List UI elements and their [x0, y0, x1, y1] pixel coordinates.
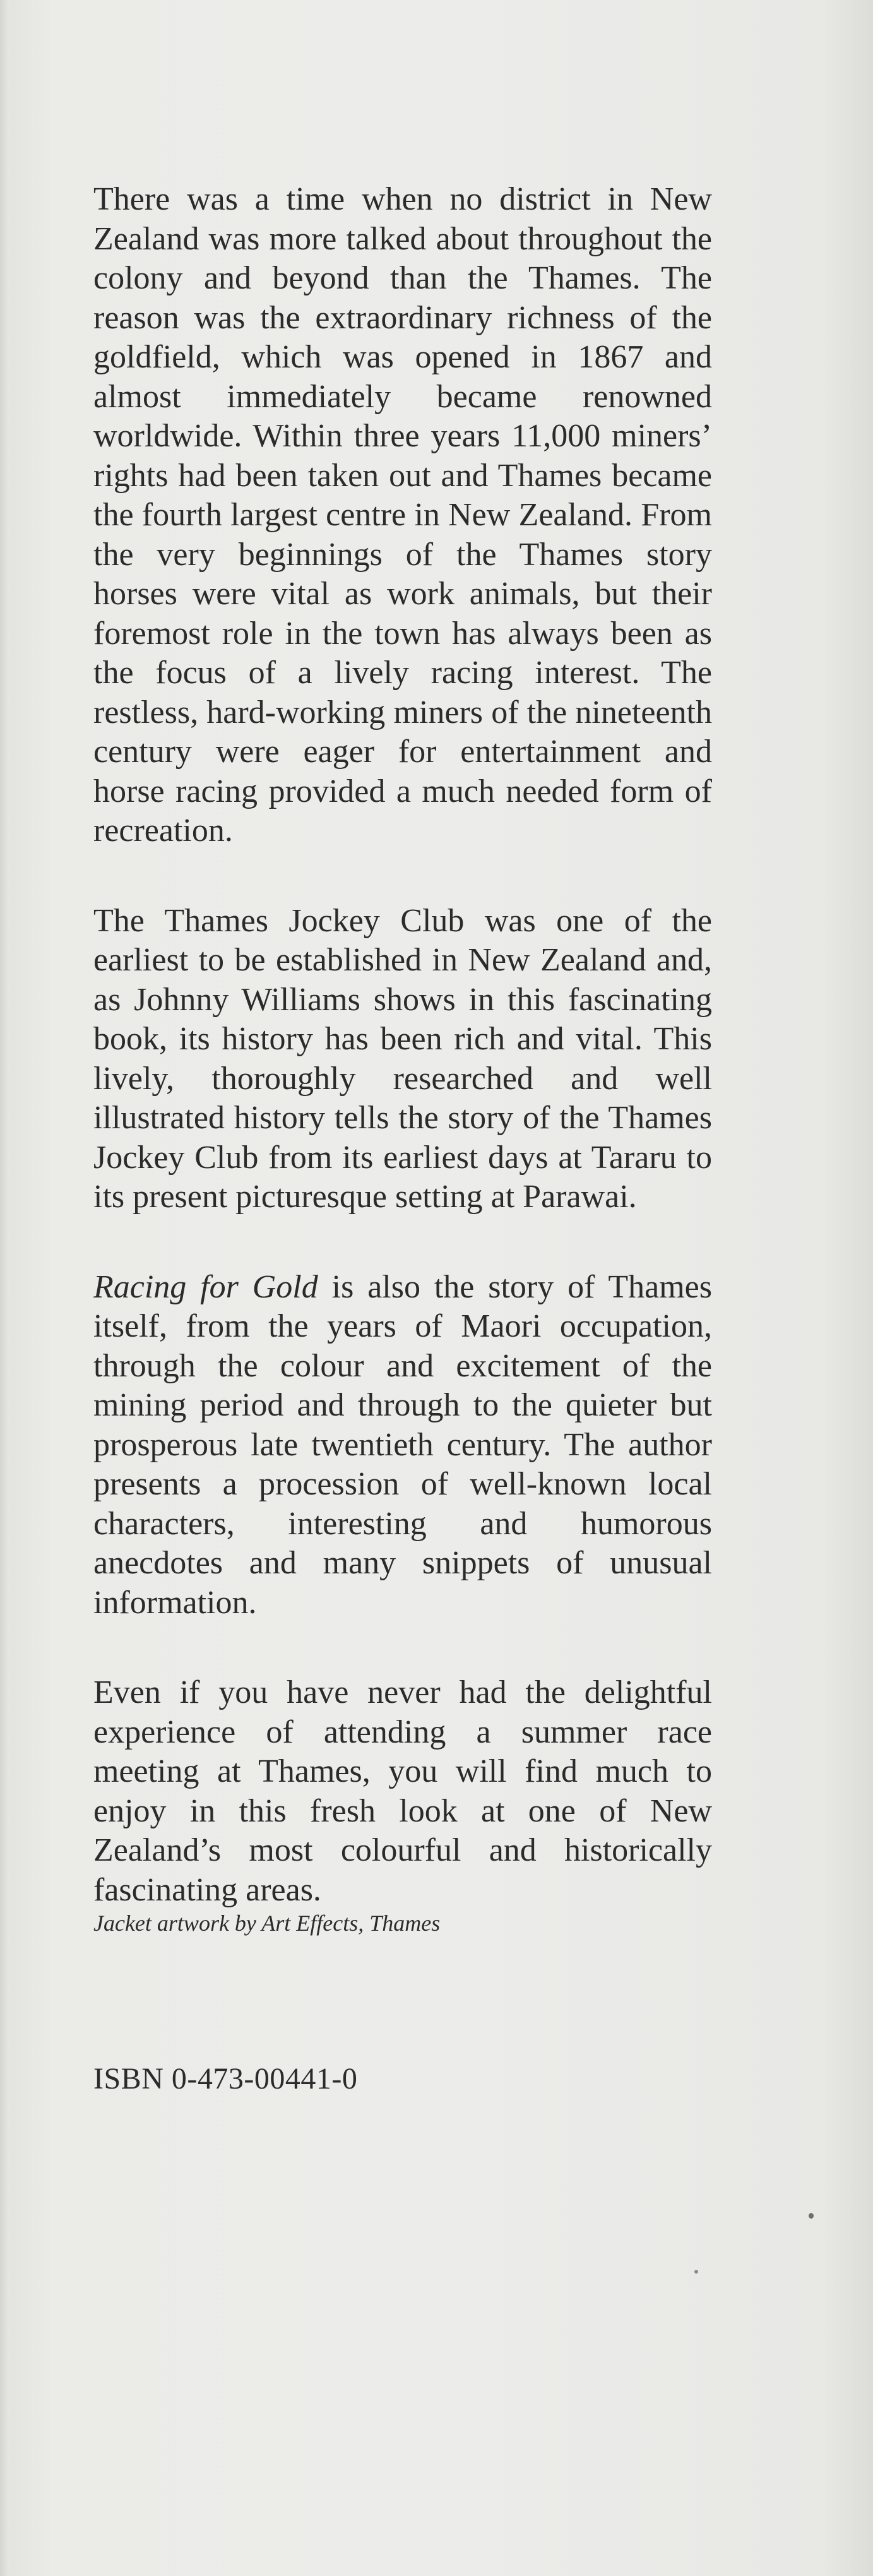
blurb-paragraph-2: The Thames Jockey Club was one of the earliest to be established in New Zealand and, as Johnny Williams shows in this fascinating book, its history has been rich and vital. This lively, thoroughly researched and well illustrated history tells the story of the Thames Jockey Club from its earliest days at Tararu to its present picturesque setting at Parawai. [93, 902, 712, 1215]
blurb-paragraph-1: There was a time when no district in New Zealand was more talked about throughout the colony and beyond than the Thames. The reason was the extraordinary richness of the goldfield, which was opened in 1867 and almost immediately became renowned worldwide. Within three years 11,000 miners’ rights had been taken out and Thames became the fourth largest centre in New Zealand. From the very beginnings of the Thames story horses were vital as work animals, but their foremost role in the town has always been as the focus of a lively racing interest. The restless, hard-working miners of the nineteenth century were eager for entertainment and horse racing provided a much needed form of recreation. [93, 181, 712, 849]
jacket-spine-edge [0, 0, 9, 2576]
blurb-paragraph-3-text: is also the story of Thames itself, from the years of Maori occupation, through the colour and excitement of the mining period and through to the quieter but prosperous late twentieth century. The author presents a procession of well-known local characters, interesting and humorous anecdotes and many snippets of unusual information. [93, 1268, 712, 1621]
paper-speck [694, 2270, 698, 2274]
blurb-paragraph-3 [93, 1268, 712, 1623]
jacket-artwork-credit: Jacket artwork by Art Effects, Thames [93, 1911, 441, 1936]
paper-speck [809, 2213, 814, 2219]
isbn-number: ISBN 0-473-00441-0 [93, 2062, 358, 2096]
book-title: Racing for Gold [93, 1268, 318, 1305]
blurb-paragraph-4: Even if you have never had the delightful experience of attending a summer race meeting at Thames, you will find much to enjoy in this fresh look at one of New Zealand’s most colourful and historically fascinating areas. [93, 1674, 712, 1908]
blurb-text [93, 180, 712, 1960]
